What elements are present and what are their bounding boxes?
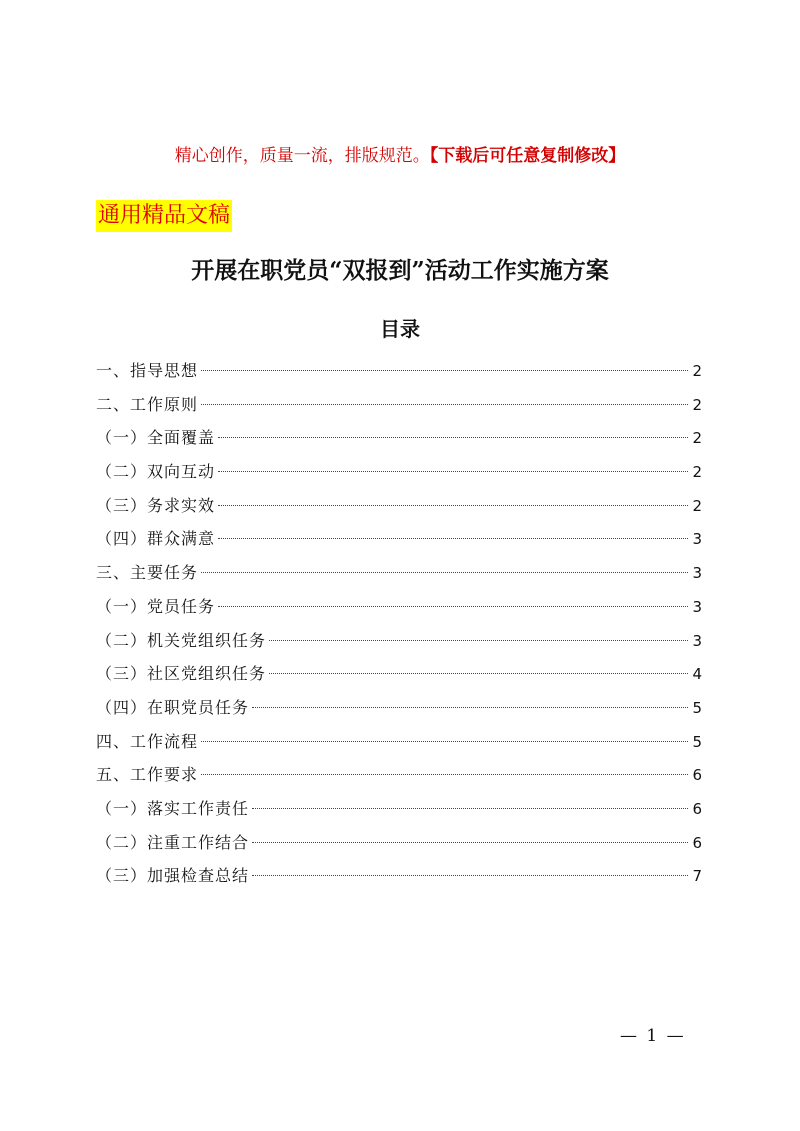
- toc-entry-page: 3: [692, 530, 702, 549]
- toc-entry-page: 2: [692, 395, 702, 414]
- download-notice: [0, 144, 800, 168]
- toc-dot-leader: [252, 807, 688, 809]
- toc-entry[interactable]: [96, 489, 702, 523]
- toc-entry-label: （三）加强检查总结: [96, 866, 250, 886]
- toc-dot-leader: [269, 672, 688, 674]
- toc-entry-label: （二）双向互动: [96, 462, 216, 482]
- toc-dot-leader: [218, 605, 688, 607]
- toc-entry-page: 2: [692, 429, 702, 448]
- toc-dot-leader: [201, 571, 688, 573]
- toc-dot-leader: [269, 639, 688, 641]
- document-title: 开展在职党员“双报到”活动工作实施方案: [191, 257, 609, 284]
- toc-dot-leader: [252, 841, 688, 843]
- notice-text: 精心创作，质量一流，排版规范。: [174, 146, 430, 166]
- toc-entry[interactable]: [96, 758, 702, 792]
- toc-entry-page: 2: [692, 463, 702, 482]
- page-number: — 1 —: [620, 1026, 686, 1046]
- toc-entry[interactable]: [96, 859, 702, 893]
- toc-entry-page: 5: [692, 698, 702, 717]
- toc-heading: 目录: [380, 317, 420, 341]
- toc-dot-leader: [201, 369, 688, 371]
- toc-entry[interactable]: [96, 691, 702, 725]
- toc-entry-page: 7: [692, 867, 702, 886]
- toc-entry-label: （一）全面覆盖: [96, 428, 216, 448]
- toc-entry[interactable]: [96, 354, 702, 388]
- highlight-tag: 通用精品文稿: [96, 200, 232, 232]
- toc-entry-page: 2: [692, 496, 702, 515]
- toc-entry-page: 3: [692, 597, 702, 616]
- toc-dot-leader: [201, 403, 688, 405]
- toc-entry[interactable]: [96, 725, 702, 759]
- toc-entry-label: （一）党员任务: [96, 596, 216, 616]
- toc-entry-label: 五、工作要求: [96, 765, 199, 785]
- table-of-contents: [96, 354, 702, 893]
- toc-entry-label: （二）注重工作结合: [96, 832, 250, 852]
- toc-dot-leader: [252, 874, 688, 876]
- toc-dot-leader: [218, 537, 688, 539]
- toc-entry-label: 三、主要任务: [96, 563, 199, 583]
- toc-entry-label: （三）务求实效: [96, 495, 216, 515]
- toc-entry[interactable]: [96, 421, 702, 455]
- toc-entry-page: 2: [692, 362, 702, 380]
- toc-entry-page: 5: [692, 732, 702, 751]
- toc-entry[interactable]: [96, 455, 702, 489]
- toc-dot-leader: [218, 504, 688, 506]
- toc-entry-page: 6: [692, 799, 702, 818]
- toc-entry-page: 3: [692, 631, 702, 650]
- toc-entry-label: （四）在职党员任务: [96, 697, 250, 717]
- toc-entry-label: 四、工作流程: [96, 731, 199, 751]
- toc-entry[interactable]: [96, 522, 702, 556]
- toc-dot-leader: [218, 436, 688, 438]
- toc-entry-label: （四）群众满意: [96, 529, 216, 549]
- toc-entry-label: 二、工作原则: [96, 394, 199, 414]
- toc-entry-page: 6: [692, 766, 702, 785]
- notice-bold-text: 【下载后可任意复制修改】: [429, 146, 626, 166]
- toc-entry[interactable]: [96, 388, 702, 422]
- toc-entry-page: 6: [692, 833, 702, 852]
- toc-entry-page: 3: [692, 564, 702, 583]
- toc-entry-page: 4: [692, 665, 702, 684]
- toc-entry[interactable]: [96, 624, 702, 658]
- toc-entry[interactable]: [96, 657, 702, 691]
- toc-entry-label: （二）机关党组织任务: [96, 630, 267, 650]
- toc-entry-label: （一）落实工作责任: [96, 798, 250, 818]
- toc-dot-leader: [201, 773, 688, 775]
- toc-entry[interactable]: [96, 826, 702, 860]
- toc-entry-label: 一、指导思想: [96, 361, 199, 380]
- toc-entry-label: （三）社区党组织任务: [96, 664, 267, 684]
- toc-entry[interactable]: [96, 792, 702, 826]
- toc-dot-leader: [252, 706, 688, 708]
- toc-dot-leader: [218, 470, 688, 472]
- toc-entry[interactable]: [96, 556, 702, 590]
- toc-entry[interactable]: [96, 590, 702, 624]
- toc-dot-leader: [201, 740, 688, 742]
